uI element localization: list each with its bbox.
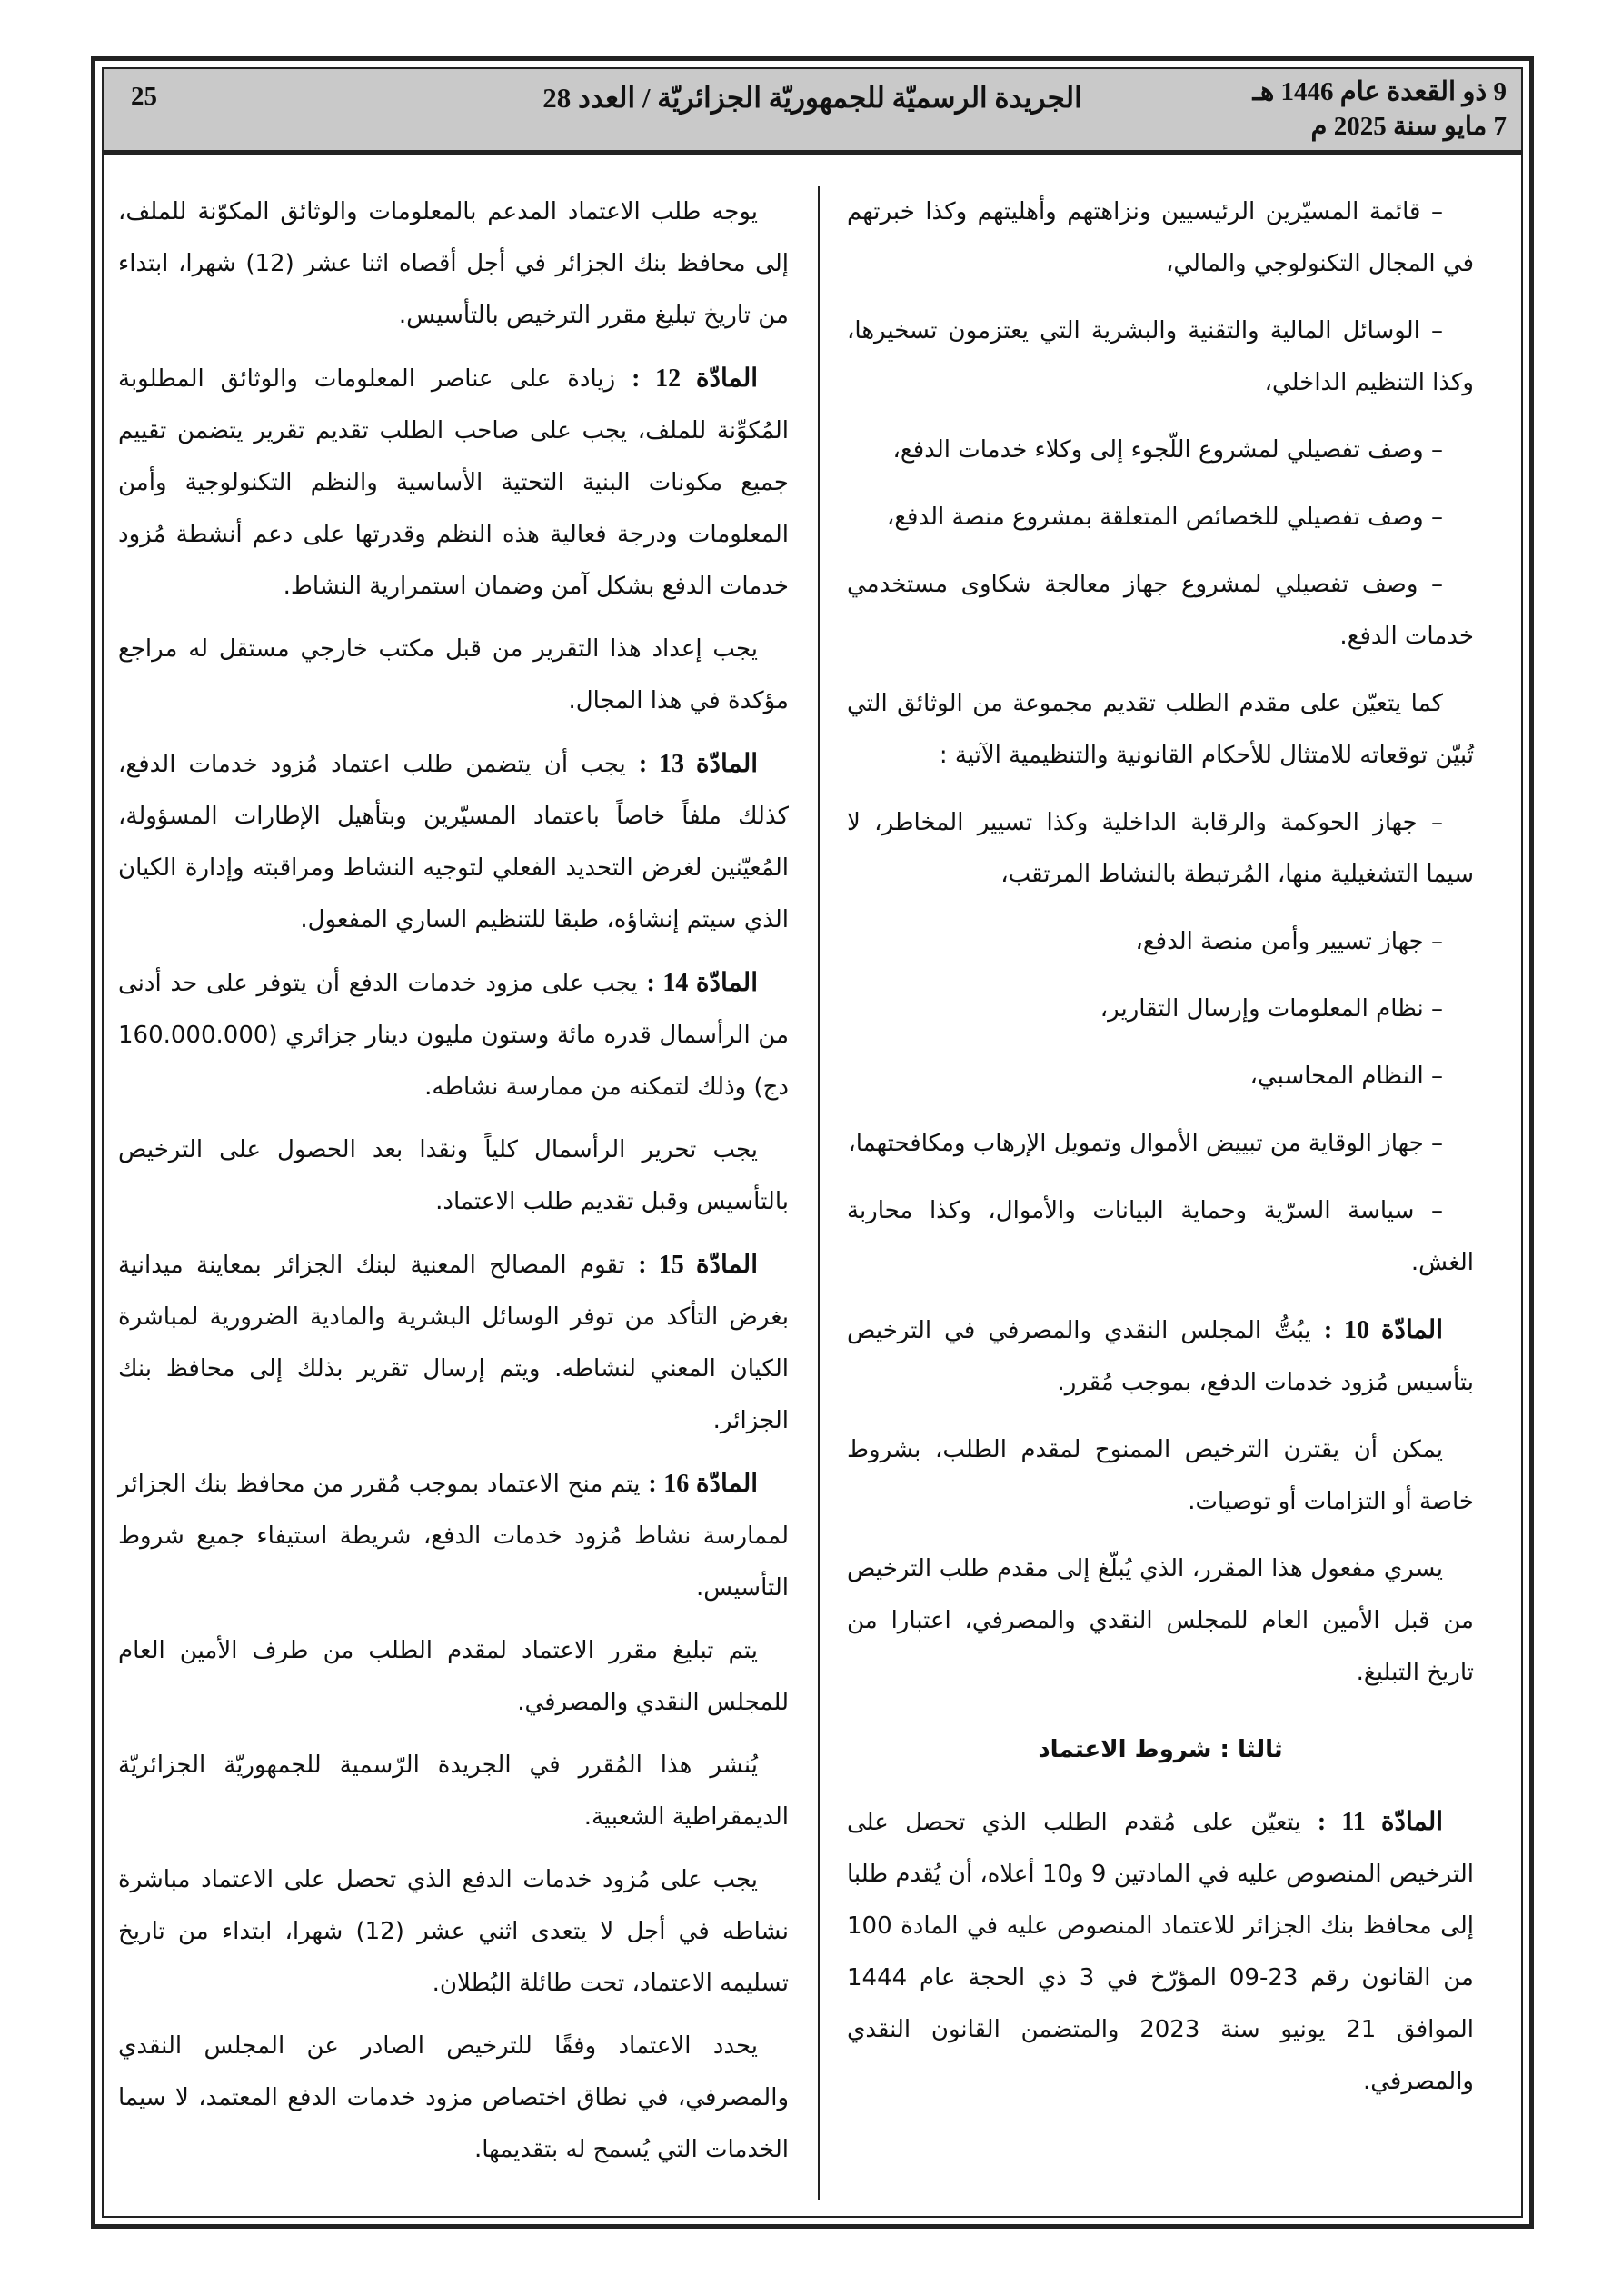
- article-number: المادّة 10 :: [1323, 1316, 1443, 1344]
- paragraph: [847, 983, 1474, 1035]
- paragraph-text: يحدد الاعتماد وفقًا للترخيص الصادر عن المجلس النقدي والمصرفي، في نطاق اختصاص مزود خدمات الدفع المعتمد، لا سيما الخدمات التي يُسمح له بتقديمها.: [118, 2032, 789, 2163]
- paragraph: [118, 1854, 789, 2010]
- paragraph: [847, 559, 1474, 663]
- page-header: [104, 69, 1521, 155]
- paragraph: [847, 424, 1474, 476]
- paragraph-text: – سياسة السرّية وحماية البيانات والأموال، وكذا محاربة الغش.: [847, 1197, 1474, 1276]
- paragraph-text: – وصف تفصيلي لمشروع اللّجوء إلى وكلاء خدمات الدفع،: [892, 436, 1443, 464]
- paragraph: [118, 1740, 789, 1843]
- paragraph: [118, 1625, 789, 1729]
- paragraph: [847, 305, 1474, 409]
- right-column: [847, 186, 1474, 2123]
- article-paragraph: [118, 1239, 789, 1447]
- paragraph-text: يوجه طلب الاعتماد المدعم بالمعلومات والوثائق المكوّنة للملف، إلى محافظ بنك الجزائر في أجل أقصاه اثنا عشر (12) شهرا، ابتداء من تاريخ تبليغ مقرر الترخيص بالتأسيس.: [118, 198, 789, 329]
- paragraph: [118, 2021, 789, 2176]
- paragraph: [847, 1424, 1474, 1528]
- paragraph-text: – النظام المحاسبي،: [1249, 1063, 1443, 1090]
- hijri-date: 9 ذو القعدة عام 1446 هـ: [1252, 77, 1507, 106]
- paragraph: [118, 186, 789, 342]
- paragraph-text: يُنشر هذا المُقرر في الجريدة الرّسمية للجمهوريّة الجزائريّة الديمقراطية الشعبية.: [118, 1752, 789, 1831]
- paragraph-text: – جهاز الحوكمة والرقابة الداخلية وكذا تسيير المخاطر، لا سيما التشغيلية منها، المُرتبطة بالنشاط المرتقب،: [847, 809, 1474, 888]
- paragraph-text: يتم منح الاعتماد بموجب مُقرر من محافظ بنك الجزائر لممارسة نشاط مُزود خدمات الدفع، شريطة استيفاء جميع شروط التأسيس.: [118, 1471, 789, 1602]
- paragraph-text: يبُتُّ المجلس النقدي والمصرفي في الترخيص بتأسيس مُزود خدمات الدفع، بموجب مُقرر.: [847, 1317, 1474, 1396]
- paragraph-text: – جهاز الوقاية من تبييض الأموال وتمويل الإرهاب ومكافحتهما،: [848, 1130, 1443, 1157]
- page-number: 25: [131, 82, 157, 111]
- article-number: المادّة 16 :: [648, 1470, 759, 1498]
- paragraph-text: – وصف تفصيلي للخصائص المتعلقة بمشروع منصة الدفع،: [886, 504, 1443, 531]
- paragraph-text: يتعيّن على مُقدم الطلب الذي تحصل على الترخيص المنصوص عليه في المادتين 9 و10 أعلاه، أن يُقدم طلبا إلى محافظ بنك الجزائر للاعتماد المنصوص عليه في المادة 100 من القانون رقم 23-09 المؤرّخ في 3 ذي الحجة عام 1444 الموافق 21 يونيو سنة 2023 والمتضمن القانون النقدي والمصرفي.: [847, 1809, 1475, 2095]
- left-column: [118, 186, 789, 2187]
- journal-title: الجريدة الرسميّة للجمهوريّة الجزائريّة / العدد 28: [542, 82, 1082, 114]
- paragraph: [847, 1051, 1474, 1103]
- article-number: المادّة 12 :: [632, 364, 759, 393]
- article-paragraph: [118, 1458, 789, 1614]
- paragraph: [847, 1185, 1474, 1289]
- paragraph: [118, 624, 789, 727]
- paragraph-text: يجب على مزود خدمات الدفع أن يتوفر على حد أدنى من الرأسمال قدره مائة وستون مليون دينار جزائري (160.000.000 دج) وذلك لتمكنه من ممارسة نشاطه.: [118, 970, 789, 1101]
- paragraph-text: يجب تحرير الرأسمال كلياً ونقدا بعد الحصول على الترخيص بالتأسيس وقبل تقديم طلب الاعتماد.: [118, 1136, 789, 1215]
- paragraph: [847, 797, 1474, 901]
- column-divider: [818, 186, 820, 2200]
- paragraph: [847, 186, 1474, 290]
- paragraph-text: – جهاز تسيير وأمن منصة الدفع،: [1135, 928, 1443, 955]
- paragraph-text: – وصف تفصيلي لمشروع جهاز معالجة شكاوى مستخدمي خدمات الدفع.: [847, 571, 1474, 650]
- article-paragraph: [118, 738, 789, 946]
- paragraph: [847, 1543, 1474, 1699]
- paragraph-text: يجب أن يتضمن طلب اعتماد مُزود خدمات الدفع، كذلك ملفاً خاصاً باعتماد المسيّرين وبتأهيل الإطارات المسؤولة، المُعيّنين لغرض التحديد الفعلي لتوجيه النشاط ومراقبته وإدارة الكيان الذي سيتم إنشاؤه، طبقا للتنظيم الساري المفعول.: [118, 751, 789, 933]
- article-paragraph: [847, 1304, 1474, 1409]
- paragraph: [847, 492, 1474, 544]
- article-paragraph: [118, 957, 789, 1113]
- paragraph: [118, 1124, 789, 1228]
- paragraph-text: – قائمة المسيّرين الرئيسيين ونزاهتهم وأهليتهم وكذا خبرتهم في المجال التكنولوجي والمالي،: [847, 198, 1474, 277]
- paragraph-text: – نظام المعلومات وإرسال التقارير،: [1100, 995, 1443, 1023]
- paragraph-text: يجب إعداد هذا التقرير من قبل مكتب خارجي مستقل له مراجع مؤكدة في هذا المجال.: [118, 635, 789, 714]
- paragraph-text: كما يتعيّن على مقدم الطلب تقديم مجموعة من الوثائق التي تُبيّن توقعاته للامتثال للأحكام القانونية والتنظيمية الآتية :: [847, 690, 1474, 769]
- paragraph-text: يتم تبليغ مقرر الاعتماد لمقدم الطلب من طرف الأمين العام للمجلس النقدي والمصرفي.: [118, 1637, 789, 1716]
- gregorian-date: 7 مايو سنة 2025 م: [1310, 112, 1507, 141]
- article-number: المادّة 11 :: [1317, 1808, 1444, 1836]
- section-heading: ثالثا : شروط الاعتماد: [1038, 1736, 1283, 1763]
- paragraph-text: زيادة على عناصر المعلومات والوثائق المطلوبة المُكوِّنة للملف، يجب على صاحب الطلب تقديم تقرير يتضمن تقييم جميع مكونات البنية التحتية الأساسية والنظم التكنولوجية وأمن المعلومات ودرجة فعالية هذه النظم وقدرتها على دعم أنشطة مُزود خدمات الدفع بشكل آمن وضمان استمرارية النشاط.: [118, 365, 789, 600]
- paragraph-text: تقوم المصالح المعنية لبنك الجزائر بمعاينة ميدانية بغرض التأكد من توفر الوسائل البشرية والمادية الضرورية لمباشرة الكيان المعني لنشاطه. ويتم إرسال تقرير بذلك إلى محافظ بنك الجزائر.: [118, 1252, 789, 1434]
- article-number: المادّة 13 :: [638, 750, 759, 778]
- article-number: المادّة 15 :: [638, 1251, 758, 1279]
- paragraph: [847, 1118, 1474, 1170]
- paragraph-text: يمكن أن يقترن الترخيص الممنوح لمقدم الطلب، بشروط خاصة أو التزامات أو توصيات.: [847, 1436, 1474, 1515]
- paragraph-text: يسري مفعول هذا المقرر، الذي يُبلّغ إلى مقدم طلب الترخيص من قبل الأمين العام للمجلس النقدي والمصرفي، اعتبارا من تاريخ التبليغ.: [847, 1555, 1474, 1686]
- article-number: المادّة 14 :: [646, 969, 758, 997]
- paragraph: [847, 916, 1474, 968]
- article-paragraph: [847, 1796, 1474, 2108]
- article-paragraph: [118, 353, 789, 613]
- paragraph-text: يجب على مُزود خدمات الدفع الذي تحصل على الاعتماد مباشرة نشاطه في أجل لا يتعدى اثني عشر (12) شهرا، ابتداء من تاريخ تسليمه الاعتماد، تحت طائلة البُطلان.: [118, 1866, 789, 1997]
- paragraph: [847, 678, 1474, 782]
- paragraph-text: – الوسائل المالية والتقنية والبشرية التي يعتزمون تسخيرها، وكذا التنظيم الداخلي،: [847, 317, 1474, 396]
